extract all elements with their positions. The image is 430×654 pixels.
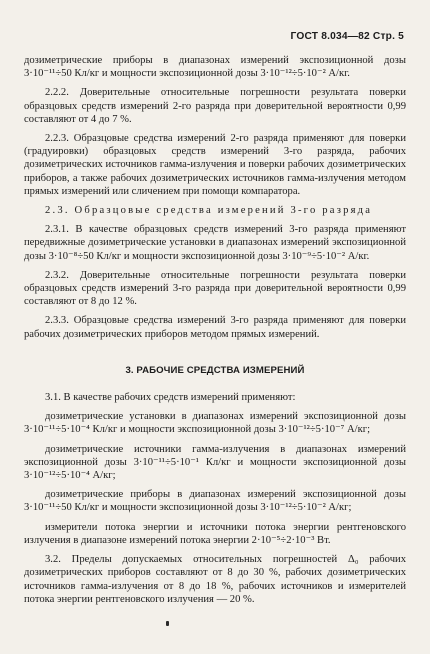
paragraph-continued: дозиметрические приборы в диапазонах измерений экспозиционной дозы 3·10⁻¹¹÷50 Кл/кг и мощности экспозиционной дозы 3·10⁻¹²÷5·10⁻² А/кг. [24,55,406,80]
list-item-sources: дозиметрические источники гамма-излучения в диапазонах измерений экспозиционной дозы 3·10⁻¹¹÷5·10⁻¹ Кл/кг и мощности экспозиционной дозы 3·10⁻¹²÷5·10⁻⁴ А/кг; [24,443,406,482]
list-item-installations: дозиметрические установки в диапазонах измерений экспозиционной дозы 3·10⁻¹¹÷5·10⁻⁴ Кл/кг и мощности экспозиционной дозы 3·10⁻¹²÷5·10⁻⁷ А/кг; [24,411,406,436]
paragraph-3-2: 3.2. Пределы допускаемых относительных погрешностей Δ₀ рабочих дозиметрических приборов составляют от 8 до 30 %, рабочих дозиметрических источников гамма-излучения от 8 до 18 %, рабочих источников и измерителей потока энергии рентгеновского излучения — 20 %. [24,554,406,605]
print-mark [166,621,169,626]
paragraph-2-2-2: 2.2.2. Доверительные относительные погрешности результата поверки образцовых средств измерений 2-го разряда при доверительной вероятности 0,99 составляют от 4 до 7 %. [24,87,406,125]
page-header: ГОСТ 8.034—82 Стр. 5 [290,31,404,42]
paragraph-2-3-2: 2.3.2. Доверительные относительные погрешности результата поверки образцовых средств измерений 3-го разряда при доверительной вероятности 0,99 составляют от 8 до 12 %. [24,269,406,308]
paragraph-3-1: 3.1. В качестве рабочих средств измерений применяют: [45,392,296,404]
paragraph-2-3-1: 2.3.1. В качестве образцовых средств измерений 3-го разряда применяют передвижные дозиметрические установки в диапазонах измерений экспозиционной дозы 3·10⁻⁸÷50 Кл/кг и мощности экспозиционной дозы 3·10⁻⁹÷5·10⁻² А/кг. [24,224,406,262]
document-body [24,54,406,612]
list-item-energy-meters: измерители потока энергии и источники потока энергии рентгеновского излучения в диапазоне измерений потока энергии 2·10⁻⁵÷2·10⁻³ Вт. [24,521,406,546]
section-title: 3. РАБОЧИЕ СРЕДСТВА ИЗМЕРЕНИЙ [125,364,305,376]
subsection-heading-2-3: 2.3. Образцовые средства измерений 3-го разряда [45,205,373,217]
paragraph-2-3-3: 2.3.3. Образцовые средства измерений 3-го разряда применяют для поверки рабочих дозиметрических приборов методом прямых измерений. [24,315,406,340]
list-item-instruments: дозиметрические приборы в диапазонах измерений экспозиционной дозы 3·10⁻¹¹÷50 Кл/кг и мощности экспозиционной дозы 3·10⁻¹²÷5·10⁻² А/кг; [24,489,406,514]
paragraph-2-2-3: 2.2.3. Образцовые средства измерений 2-го разряда применяют для поверки (градуировки) образцовых средств измерений 3-го разряда, рабочих дозиметрических источников гамма-излучения и поверки рабочих дозиметрических приборов, а также рабочих дозиметрических источников гамма-излучения методом прямых измерений или сличением при помощи компаратора. [24,133,406,197]
